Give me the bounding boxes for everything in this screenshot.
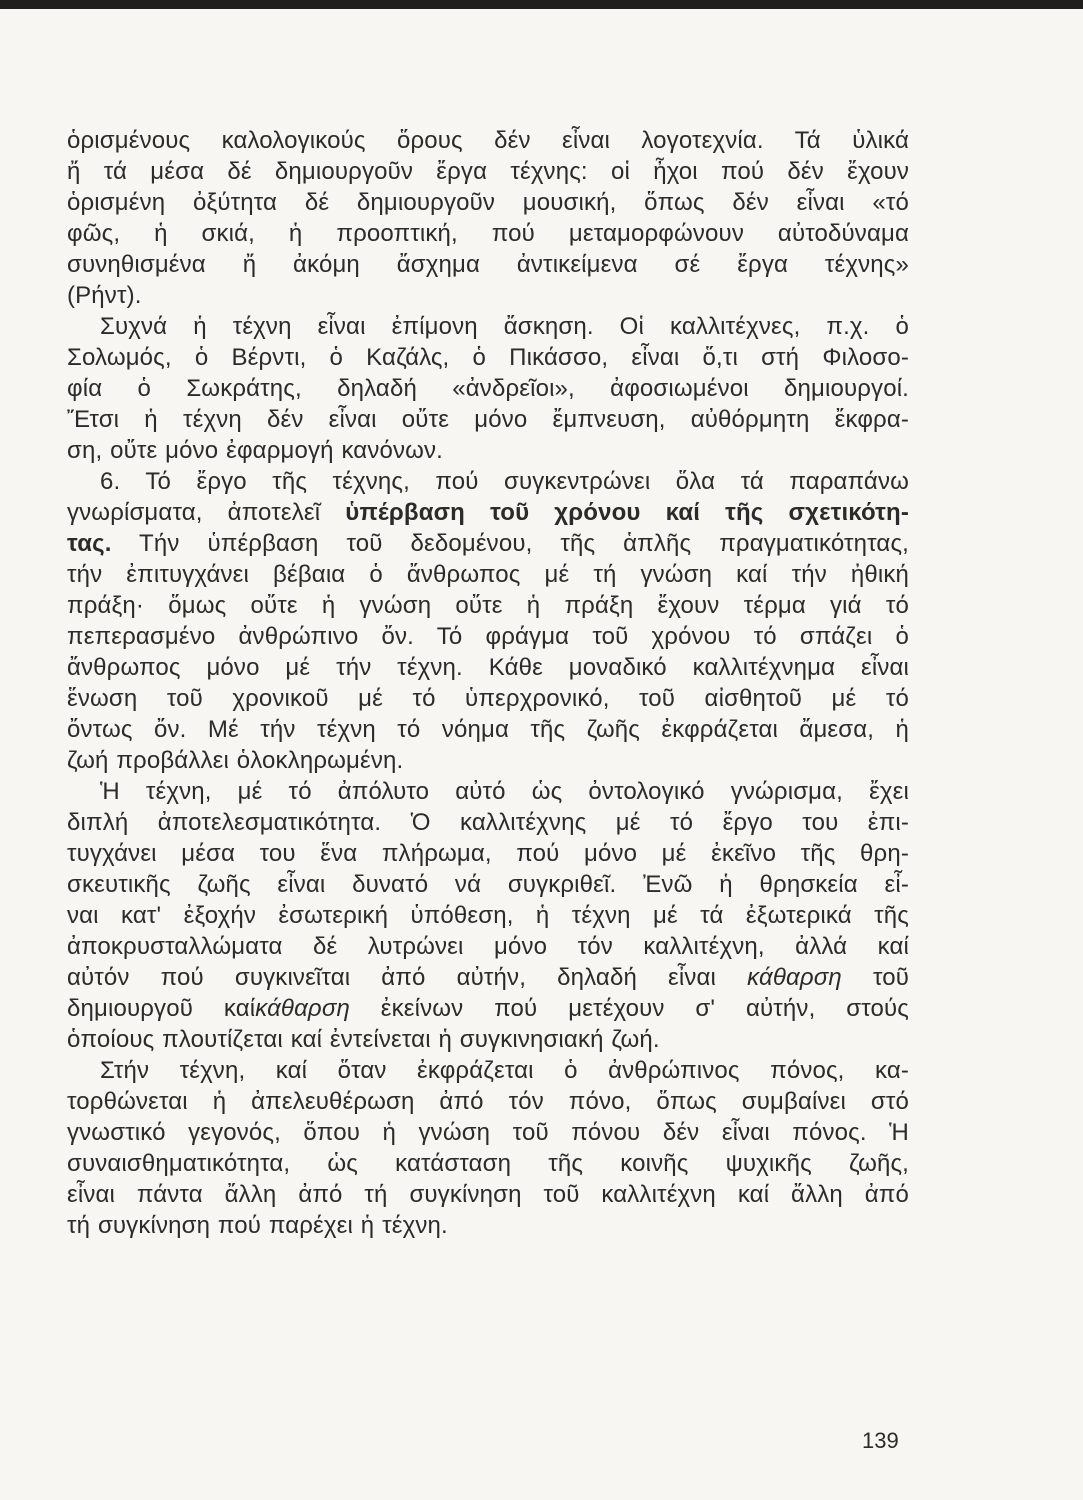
text-line: φία ὁ Σωκράτης, δηλαδή «ἀνδρεῖοι», ἀφοσιωμένοι δημιουργοί. (67, 375, 909, 402)
text-span: Τήν ὑπέρβαση τοῦ δεδομένου, τῆς ἁπλῆς πραγματικότητας, (111, 530, 909, 557)
text-line: Ἔτσι ἡ τέχνη δέν εἶναι οὔτε μόνο ἔμπνευση, αὐθόρμητη ἔκφρα- (67, 406, 909, 433)
text-line (67, 993, 909, 1024)
text-line: ζωή προβάλλει ὁλοκληρωμένη. (67, 747, 404, 774)
text-line: γνωστικό γεγονός, ὅπου ἡ γνώση τοῦ πόνου δέν εἶναι πόνος. Ἡ (67, 1119, 909, 1146)
text-span: τοῦ (841, 964, 910, 991)
text-line (67, 962, 909, 993)
page-number: 139 (862, 1428, 899, 1453)
text-line: ναι κατ' ἐξοχήν ἐσωτερική ὑπόθεση, ἡ τέχνη μέ τά ἐξωτερικά τῆς (67, 902, 909, 929)
paragraph-start-line: Στήν τέχνη, καί ὅταν ἐκφράζεται ὁ ἀνθρώπινος πόνος, κα- (100, 1057, 909, 1084)
text-line: ὁρισμένη ὀξύτητα δέ δημιουργοῦν μουσική, ὅπως δέν εἶναι «τό (67, 189, 909, 216)
text-line (67, 497, 909, 528)
text-line: ἀποκρυσταλλώματα δέ λυτρώνει μόνο τόν καλλιτέχνη, ἀλλά καί (67, 933, 909, 960)
bold-emphasis: ὑπέρβαση τοῦ χρόνου καί τῆς σχετικότη- (345, 499, 909, 526)
text-line: τήν ἐπιτυγχάνει βέβαια ὁ ἄνθρωπος μέ τή γνώση καί τήν ἠθική (67, 561, 909, 588)
text-line: ἕνωση τοῦ χρονικοῦ μέ τό ὑπερχρονικό, τοῦ αἰσθητοῦ μέ τό (67, 685, 909, 712)
text-line: τορθώνεται ἡ ἀπελευθέρωση ἀπό τόν πόνο, ὅπως συμβαίνει στό (67, 1088, 909, 1115)
body-text (67, 125, 909, 1241)
text-line: ὁποίους πλουτίζεται καί ἐντείνεται ἡ συγκινησιακή ζωή. (67, 1026, 660, 1053)
text-line (67, 528, 909, 559)
text-line: τή συγκίνηση πού παρέχει ἡ τέχνη. (67, 1212, 448, 1239)
text-line: συναισθηματικότητα, ὡς κατάσταση τῆς κοινῆς ψυχικῆς ζωῆς, (67, 1150, 909, 1177)
text-line: συνηθισμένα ἤ ἀκόμη ἄσχημα ἀντικείμενα σέ ἔργα τέχνης» (67, 251, 909, 278)
text-span: αὐτόν πού συγκινεῖται ἀπό αὐτήν, δηλαδή εἶναι (67, 964, 748, 991)
text-line: ὄντως ὄν. Μέ τήν τέχνη τό νόημα τῆς ζωῆς ἐκφράζεται ἄμεσα, ἡ (67, 716, 909, 743)
text-span: γνωρίσματα, ἀποτελεῖ (67, 499, 346, 526)
italic-emphasis: κάθαρση (255, 995, 350, 1022)
section-6-start-line: 6. Τό ἔργο τῆς τέχνης, πού συγκεντρώνει ὅλα τά παραπάνω (100, 468, 909, 495)
text-line: διπλή ἀποτελεσματικότητα. Ὁ καλλιτέχνης μέ τό ἔργο του ἐπι- (67, 809, 909, 836)
text-line: Σολωμός, ὁ Βέρντι, ὁ Καζάλς, ὁ Πικάσσο, εἶναι ὅ,τι στή Φιλοσο- (67, 344, 909, 371)
text-line: ἤ τά μέσα δέ δημιουργοῦν ἔργα τέχνης: οἱ ἦχοι πού δέν ἔχουν (67, 158, 909, 185)
scan-top-edge (0, 0, 1083, 9)
text-line: ὁρισμένους καλολογικούς ὅρους δέν εἶναι λογοτεχνία. Τά ὑλικά (67, 127, 909, 154)
text-line: πράξη· ὅμως οὔτε ἡ γνώση οὔτε ἡ πράξη ἔχουν τέρμα γιά τό (67, 592, 909, 619)
paragraph-start-line: Συχνά ἡ τέχνη εἶναι ἐπίμονη ἄσκηση. Οἱ καλλιτέχνες, π.χ. ὁ (100, 313, 909, 340)
text-line: ἄνθρωπος μόνο μέ τήν τέχνη. Κάθε μοναδικό καλλιτέχνημα εἶναι (67, 654, 909, 681)
text-line: ση, οὔτε μόνο ἐφαρμογή κανόνων. (67, 437, 443, 464)
text-line: σκευτικῆς ζωῆς εἶναι δυνατό νά συγκριθεῖ. Ἐνῶ ἡ θρησκεία εἶ- (67, 871, 909, 898)
text-line: φῶς, ἡ σκιά, ἡ προοπτική, πού μεταμορφώνουν αὐτοδύναμα (67, 220, 909, 247)
text-line: (Ρήντ). (67, 282, 142, 309)
text-line: πεπερασμένο ἀνθρώπινο ὄν. Τό φράγμα τοῦ χρόνου τό σπάζει ὁ (67, 623, 909, 650)
italic-emphasis: κάθαρση (747, 964, 842, 991)
bold-emphasis: τας. (67, 530, 112, 557)
text-span: ἐκείνων πού μετέχουν σ' αὐτήν, στούς (349, 995, 910, 1022)
paragraph-start-line: Ἡ τέχνη, μέ τό ἀπόλυτο αὐτό ὡς ὀντολογικό γνώρισμα, ἔχει (100, 778, 909, 805)
text-line: τυγχάνει μέσα του ἕνα πλήρωμα, πού μόνο μέ ἐκεῖνο τῆς θρη- (67, 840, 909, 867)
text-line: εἶναι πάντα ἄλλη ἀπό τή συγκίνηση τοῦ καλλιτέχνη καί ἄλλη ἀπό (67, 1181, 909, 1208)
text-span: δημιουργοῦ καί (67, 995, 256, 1022)
